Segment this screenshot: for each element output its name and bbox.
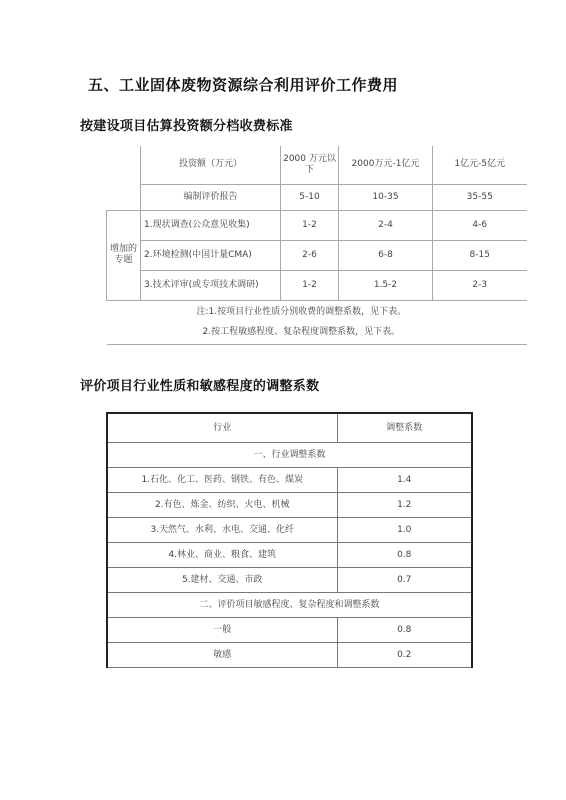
table-cell: 6-8 bbox=[339, 240, 433, 270]
table-cell: 2-6 bbox=[281, 240, 339, 270]
row-label: 敏感 bbox=[107, 643, 337, 668]
table-cell: 10-35 bbox=[339, 184, 433, 210]
group-label: 增加的专题 bbox=[107, 210, 141, 300]
table-row bbox=[107, 413, 472, 443]
table-cell: 0.8 bbox=[337, 618, 472, 643]
table-row bbox=[107, 543, 472, 568]
row-label: 5.建材、交通、市政 bbox=[107, 568, 337, 593]
row-label: 4.林业、商业、粮食、建筑 bbox=[107, 543, 337, 568]
table-row bbox=[107, 210, 527, 240]
blank-cell bbox=[107, 184, 141, 210]
table-cell: 0.7 bbox=[337, 568, 472, 593]
table-cell: 1.2 bbox=[337, 493, 472, 518]
section-label: 一、行业调整系数 bbox=[107, 443, 472, 468]
row-label: 编制评价报告 bbox=[141, 184, 281, 210]
header-cell: 1亿元-5亿元 bbox=[433, 146, 527, 184]
table-cell: 0.2 bbox=[337, 643, 472, 668]
header-cell: 调整系数 bbox=[337, 413, 472, 443]
header-cell: 行业 bbox=[107, 413, 337, 443]
row-label: 1.石化、化工、医药、钢铁、有色、煤炭 bbox=[107, 468, 337, 493]
table-cell: 1.0 bbox=[337, 518, 472, 543]
row-label: 2.有色、炼金、纺织、火电、机械 bbox=[107, 493, 337, 518]
notes-row bbox=[107, 300, 527, 344]
table-cell: 2-4 bbox=[339, 210, 433, 240]
table-row bbox=[107, 643, 472, 668]
table1-title: 按建设项目估算投资额分档收费标准 bbox=[80, 119, 293, 134]
table-row bbox=[107, 468, 472, 493]
table-cell: 1-2 bbox=[281, 270, 339, 300]
table-row bbox=[107, 493, 472, 518]
section-label: 二、评价项目敏感程度、复杂程度和调整系数 bbox=[107, 593, 472, 618]
blank-cell bbox=[107, 146, 141, 184]
note-line: 注:1.按项目行业性质分别收费的调整系数，见下表。 bbox=[196, 307, 407, 317]
table-row bbox=[107, 618, 472, 643]
note-line: 2.按工程敏感程度、复杂程度调整系数，见下表。 bbox=[202, 327, 401, 337]
section-row bbox=[107, 443, 472, 468]
notes-cell bbox=[107, 300, 527, 344]
row-label: 3.技术评审(或专项技术调研) bbox=[141, 270, 281, 300]
row-label: 2.环境检测(中国计量CMA) bbox=[141, 240, 281, 270]
row-label: 1.现状调查(公众意见收集) bbox=[141, 210, 281, 240]
row-label: 3.天然气、水利、水电、交通、化纤 bbox=[107, 518, 337, 543]
section-title: 五、工业固体废物资源综合利用评价工作费用 bbox=[88, 76, 399, 94]
table-cell: 4-6 bbox=[433, 210, 527, 240]
section-row bbox=[107, 593, 472, 618]
table-cell: 1.4 bbox=[337, 468, 472, 493]
header-cell: 投资额（万元） bbox=[141, 146, 281, 184]
table-cell: 35-55 bbox=[433, 184, 527, 210]
table2-title: 评价项目行业性质和敏感程度的调整系数 bbox=[80, 379, 320, 394]
row-label: 一般 bbox=[107, 618, 337, 643]
table-row bbox=[107, 568, 472, 593]
header-cell: 2000 万元以下 bbox=[281, 146, 339, 184]
table-cell: 1-2 bbox=[281, 210, 339, 240]
table-cell: 2-3 bbox=[433, 270, 527, 300]
table-row bbox=[107, 146, 527, 184]
investment-fee-table bbox=[106, 146, 527, 345]
table-row bbox=[107, 270, 527, 300]
table-cell: 1.5-2 bbox=[339, 270, 433, 300]
header-cell: 2000万元-1亿元 bbox=[339, 146, 433, 184]
adjustment-coefficient-table bbox=[106, 412, 473, 668]
table-row bbox=[107, 240, 527, 270]
table-row bbox=[107, 184, 527, 210]
table-cell: 8-15 bbox=[433, 240, 527, 270]
table-cell: 5-10 bbox=[281, 184, 339, 210]
table-row bbox=[107, 518, 472, 543]
table-cell: 0.8 bbox=[337, 543, 472, 568]
